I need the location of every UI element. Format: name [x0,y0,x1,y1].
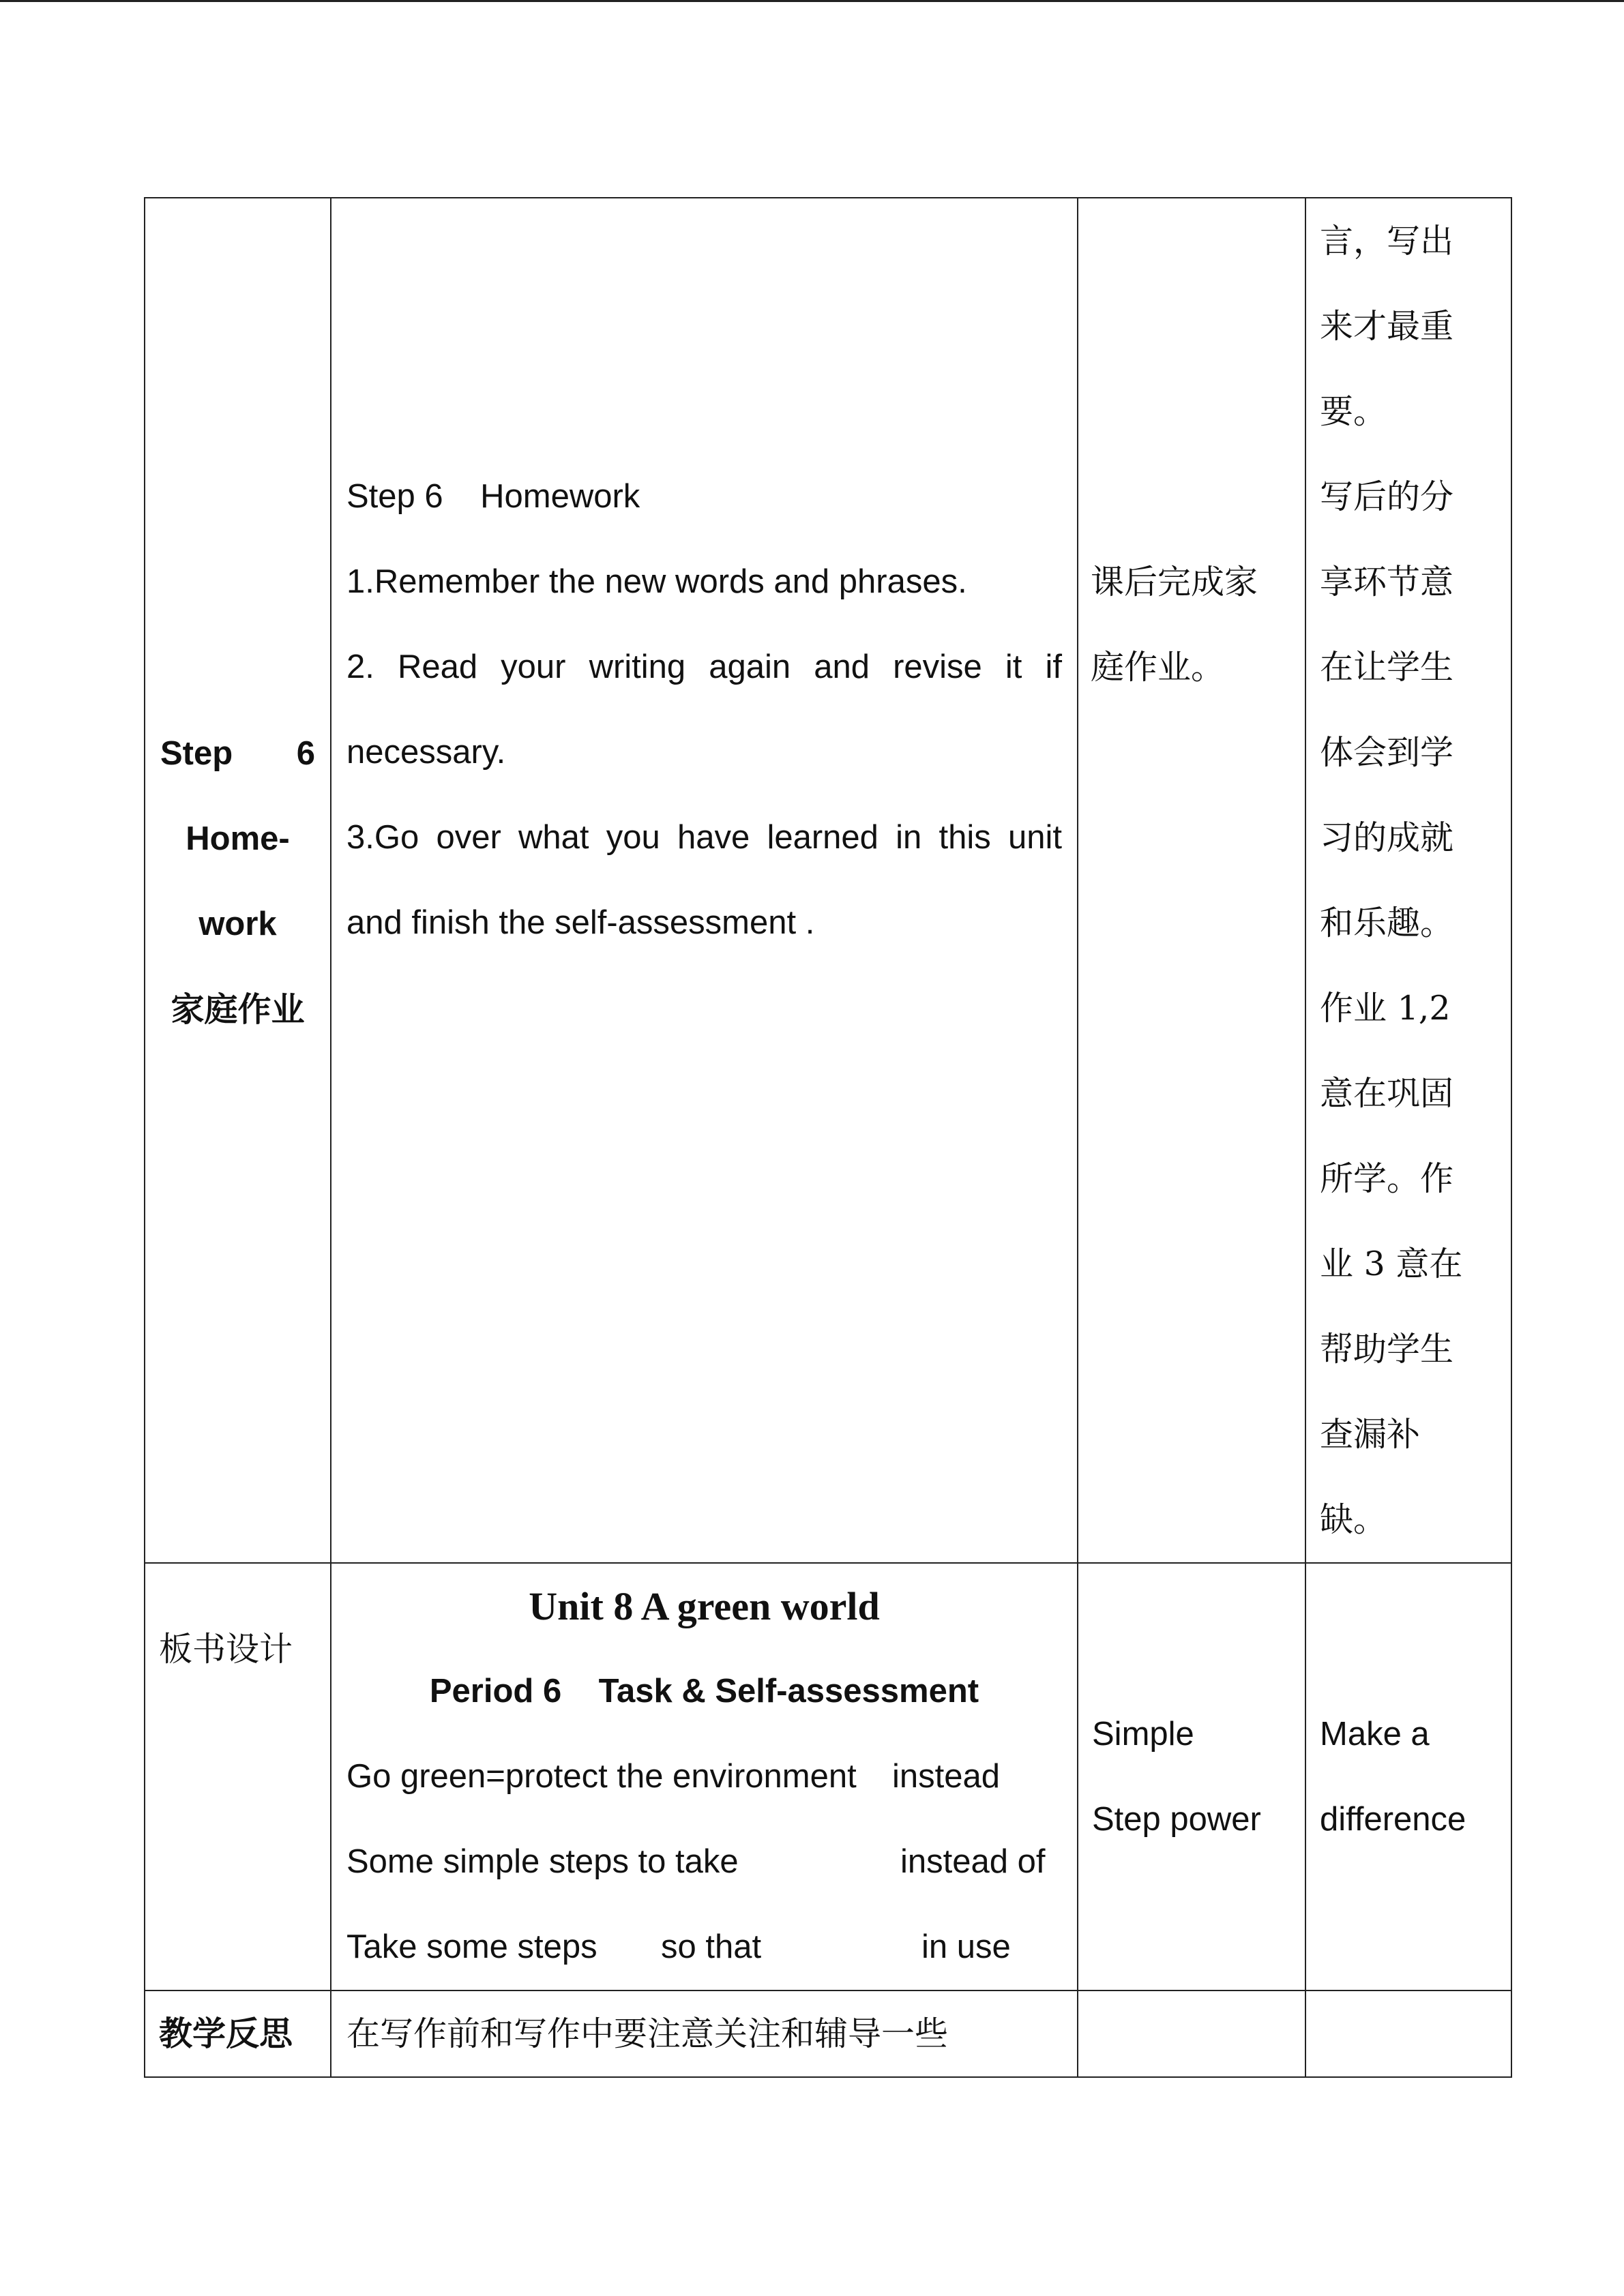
homework-activity-cell [1078,198,1305,1563]
item2-word: if [1045,648,1062,685]
reflection-label-cell [145,1991,331,2077]
reflection-text: 在写作前和写作中要注意关注和辅导一些 [346,2014,949,2053]
item2-word: your [501,648,566,685]
purpose-line: 写后的分 [1320,477,1454,516]
step-number: 6 [296,735,315,772]
reflection-col3-cell [1078,1991,1305,2077]
board-col4-cell [1305,1563,1511,1991]
purpose-line: 所学。作 [1320,1159,1454,1198]
homework-item-3-end: and finish the self-assessment . [346,904,815,941]
item3-word: over [436,819,501,856]
item2-word: again [709,648,791,685]
purpose-line: 业 3 意在 [1320,1244,1463,1283]
board-line-2-right: instead of [900,1843,1046,1880]
board-col3-line-1: Simple [1092,1715,1194,1753]
purpose-line: 查漏补 [1320,1415,1421,1454]
homework-item-3 [346,795,1062,880]
board-line-2 [346,1819,1062,1905]
reflection-label: 教学反思 [159,2014,293,2053]
reflection-row [145,1991,1511,2077]
step-label-line3: work [198,906,277,942]
purpose-line: 来才最重 [1320,307,1454,346]
homework-purpose-cell [1305,198,1511,1563]
board-line-1-left: Go green=protect the environment [346,1758,857,1795]
board-subtitle: Period 6 Task & Self-assessment [429,1673,979,1710]
item2-word: Read [397,648,478,685]
homework-heading: Step 6 Homework [346,478,640,515]
board-design-row [145,1563,1511,1991]
reflection-col4-cell [1305,1991,1511,2077]
board-line-1-right: instead [892,1758,1001,1795]
homework-label-cell [145,198,331,1563]
item2-word: 2. [346,648,374,685]
lesson-plan-table [144,197,1512,2078]
board-line-3 [346,1905,1062,1990]
board-col4-line-1: Make a [1320,1715,1430,1753]
purpose-line: 意在巩固 [1320,1074,1454,1113]
purpose-line: 作业 1,2 [1320,989,1451,1028]
board-col4-line-2: difference [1320,1800,1466,1838]
purpose-line: 要。 [1320,392,1387,431]
board-title: Unit 8 A green world [529,1584,880,1628]
item3-word: in [896,819,922,856]
step-word: Step [160,735,233,772]
item2-word: and [814,648,870,685]
purpose-line: 在让学生 [1320,648,1454,687]
item2-word: it [1005,648,1022,685]
board-col3-line-2: Step power [1092,1800,1261,1838]
purpose-line: 和乐趣。 [1320,904,1454,942]
board-label: 板书设计 [159,1629,293,1669]
activity-line-2: 庭作业。 [1091,648,1225,687]
purpose-line: 言，写出 [1320,222,1454,260]
homework-item-2 [346,625,1062,710]
purpose-line: 体会到学 [1320,733,1454,772]
purpose-line: 习的成就 [1320,818,1454,857]
item2-word: revise [893,648,982,685]
homework-row [145,198,1511,1563]
homework-content-cell [331,198,1078,1563]
purpose-line: 享环节意 [1320,563,1454,601]
homework-item-2-end: necessary. [346,734,506,771]
board-line-3-left: Take some steps [346,1928,597,1965]
item3-word: have [677,819,750,856]
item3-word: what [518,819,589,856]
activity-line-1: 课后完成家 [1091,563,1258,601]
item3-word: 3.Go [346,819,419,856]
page-top-border [0,0,1624,2]
item3-word: unit [1007,819,1062,856]
item3-word: learned [767,819,879,856]
item3-word: this [939,819,991,856]
reflection-text-cell [331,1991,1078,2077]
board-label-cell [145,1563,331,1991]
item3-word: you [606,819,660,856]
step-label-zh: 家庭作业 [171,989,305,1029]
board-line-2-left: Some simple steps to take [346,1843,739,1880]
board-line-3-mid: so that [661,1928,762,1965]
step-label-line2: Home- [186,820,290,857]
board-col3-cell [1078,1563,1305,1991]
purpose-line: 缺。 [1320,1500,1387,1539]
item2-word: writing [589,648,686,685]
homework-item-1: 1.Remember the new words and phrases. [346,563,967,600]
purpose-line: 帮助学生 [1320,1330,1454,1369]
step-label-line1 [159,711,316,796]
board-line-1 [346,1734,1062,1819]
board-content-cell [331,1563,1078,1991]
board-line-3-right: in use [921,1928,1011,1965]
